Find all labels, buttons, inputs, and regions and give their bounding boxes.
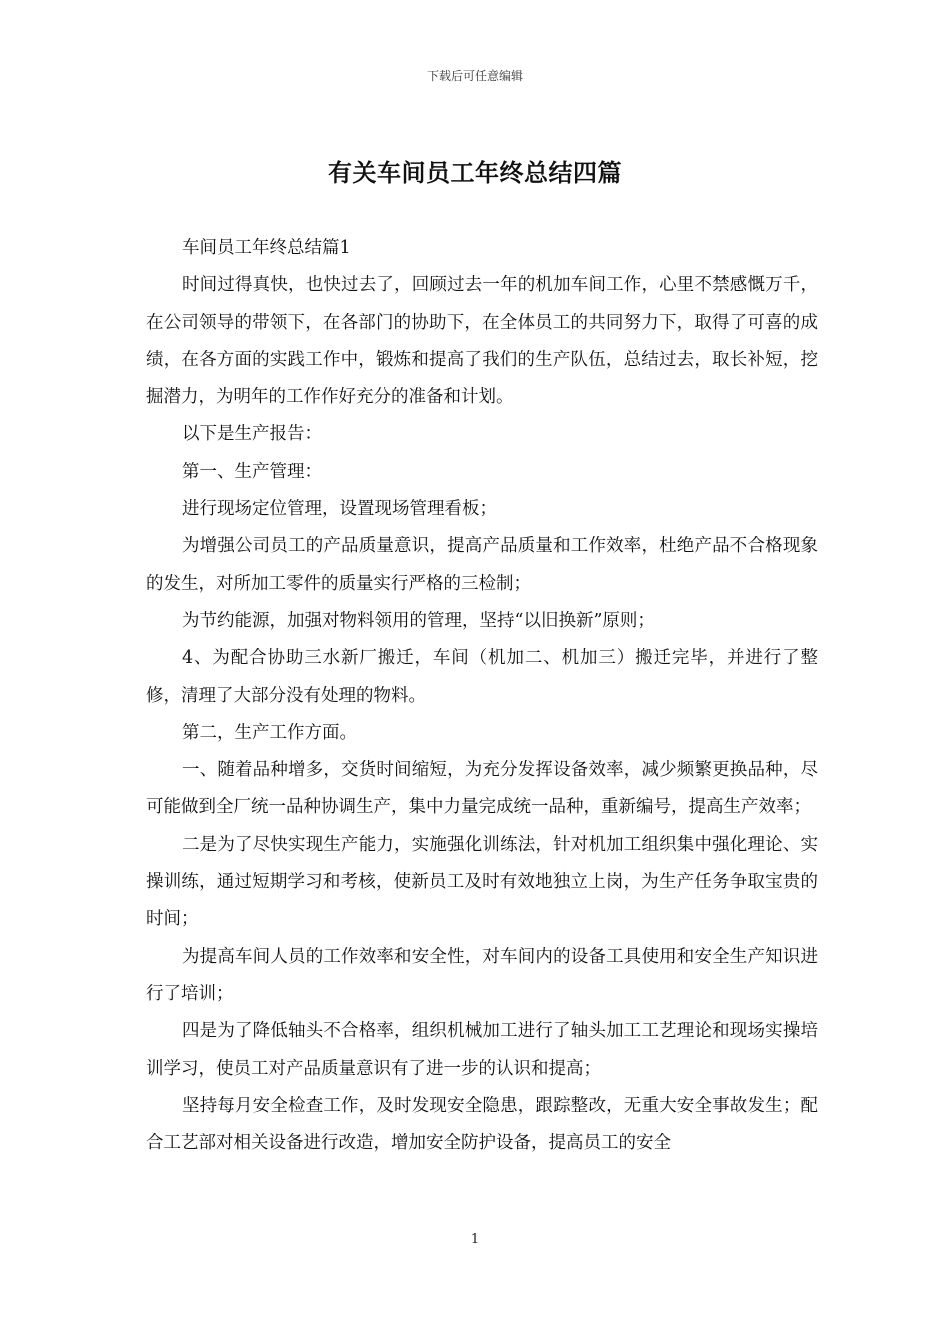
- page-number: 1: [470, 1232, 480, 1247]
- paragraph-item: 一、随着品种增多，交货时间缩短，为充分发挥设备效率，减少频繁更换品种，尽可能做到全厂统一品种协调生产，集中力量完成统一品种，重新编号，提高生产效率；: [146, 760, 818, 818]
- paragraph-item: 为提高车间人员的工作效率和安全性，对车间内的设备工具使用和安全生产知识进行了培训；: [146, 946, 818, 1004]
- document-body: [146, 230, 818, 1162]
- paragraph-intro: 时间过得真快，也快过去了，回顾过去一年的机加车间工作，心里不禁感慨万千，在公司领导的带领下，在各部门的协助下，在全体员工的共同努力下，取得了可喜的成绩，在各方面的实践工作中，锻炼和提高了我们的生产队伍，总结过去，取长补短，挖掘潜力，为明年的工作作好充分的准备和计划。: [146, 275, 818, 408]
- paragraph-item: 二是为了尽快实现生产能力，实施强化训练法，针对机加工组织集中强化理论、实操训练，通过短期学习和考核，使新员工及时有效地独立上岗，为生产任务争取宝贵的时间；: [146, 834, 818, 930]
- paragraph-item: 为节约能源，加强对物料领用的管理，坚持“以旧换新”原则；: [182, 610, 655, 631]
- paragraph-report-lead: 以下是生产报告：: [182, 424, 322, 445]
- paragraph-item: 进行现场定位管理，设置现场管理看板；: [182, 499, 497, 520]
- paragraph-item: 为增强公司员工的产品质量意识，提高产品质量和工作效率，杜绝产品不合格现象的发生，对所加工零件的质量实行严格的三检制；: [146, 536, 818, 594]
- paragraph-item: 四是为了降低轴头不合格率，组织机械加工进行了轴头加工工艺理论和现场实操培训学习，使员工对产品质量意识有了进一步的认识和提高；: [146, 1021, 818, 1079]
- document-title: 有关车间员工年终总结四篇: [328, 158, 622, 187]
- paragraph-item: 4、为配合协助三水新厂搬迁，车间（机加二、机加三）搬迁完毕，并进行了整修，清理了大部分没有处理的物料。: [146, 648, 818, 706]
- header-note: 下载后可任意编辑: [426, 69, 523, 83]
- paragraph-item: 坚持每月安全检查工作，及时发现安全隐患，跟踪整改，无重大安全事故发生；配合工艺部对相关设备进行改造，增加安全防护设备，提高员工的安全: [146, 1095, 818, 1154]
- subsection-production-management: 第一、生产管理：: [182, 461, 322, 482]
- section-heading-1: 车间员工年终总结篇1: [182, 238, 351, 258]
- subsection-production-work: 第二，生产工作方面。: [182, 722, 357, 743]
